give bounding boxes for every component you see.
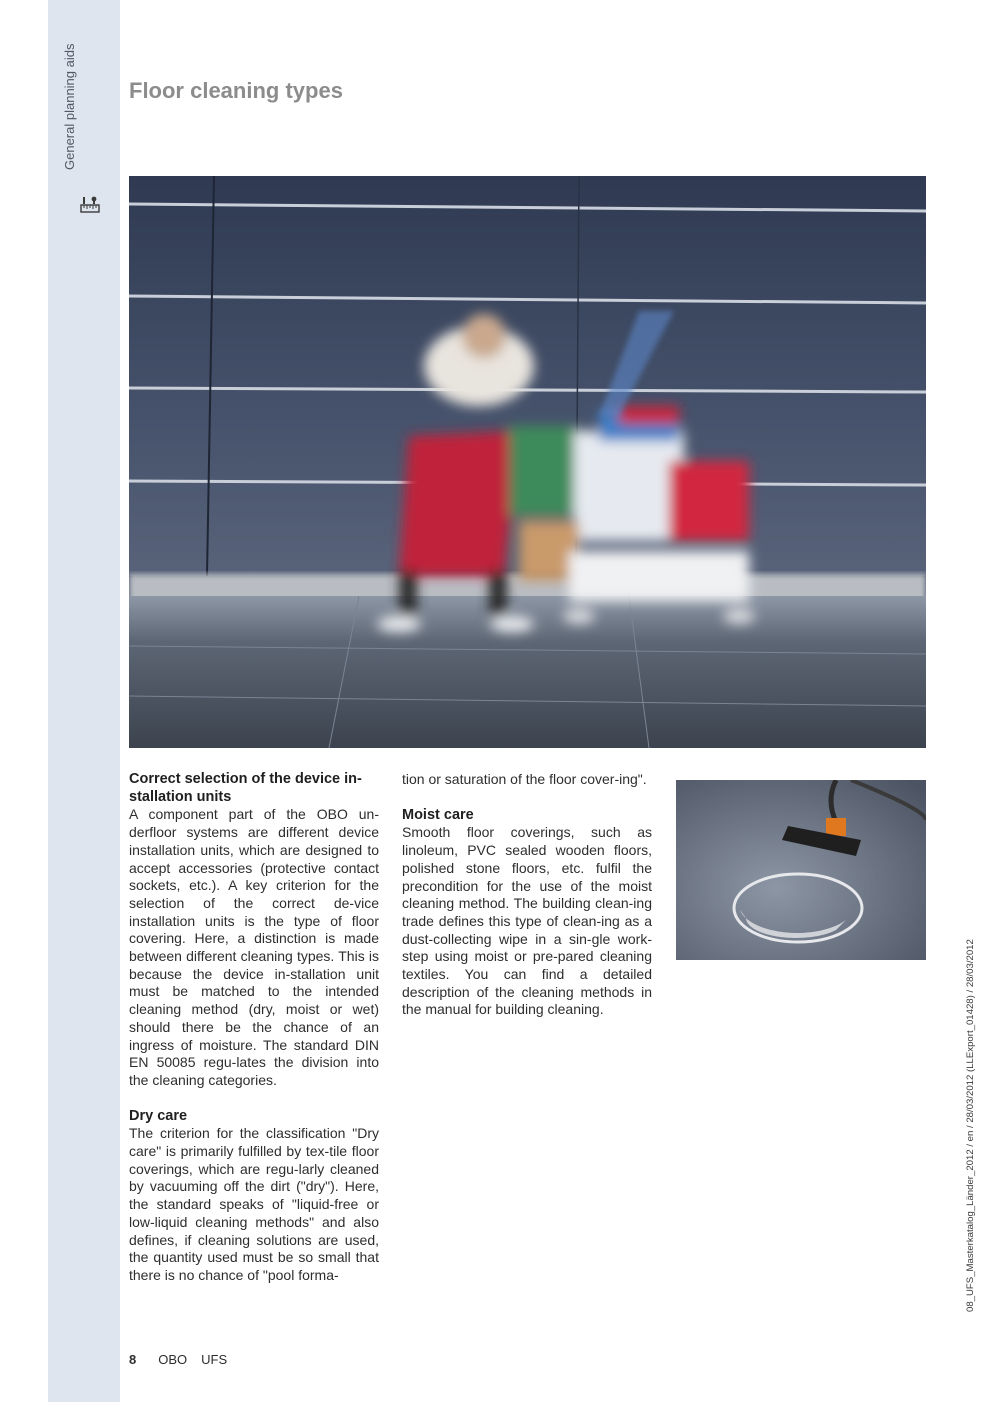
page-title: Floor cleaning types — [129, 78, 343, 103]
cleaning-trolley-photo — [129, 176, 926, 748]
paragraph-dry-care: The criterion for the classification "Dry care" is primarily fulfilled by tex-tile floor coverings, which are regu-larly cleaned by vacuuming off the dirt ("dry"). Here, the standard speaks of "liquid-free or low-liquid cleaning methods" and also defines, if cleaning solutions are used, the quantity used must be so small that there is no chance of "pool forma- — [129, 1125, 379, 1283]
vacuum-over-floor-box-photo — [676, 780, 926, 960]
text-column-left — [129, 771, 379, 1285]
document-metadata: 08_UFS_Masterkatalog_Länder_2012 / en / 28/03/2012 (LLExport_01428) / 28/03/2012 — [965, 939, 976, 1312]
heading-moist-care: Moist care — [402, 806, 474, 823]
sidebar-section-label: General planning aids — [62, 43, 77, 170]
page-number: 8 — [129, 1352, 137, 1367]
text-column-middle — [402, 771, 652, 1019]
heading-device-selection: Correct selection of the device in-stallation units — [129, 771, 362, 805]
heading-dry-care: Dry care — [129, 1107, 188, 1124]
paragraph-moist-care: Smooth floor coverings, such as linoleum, PVC sealed wooden floors, polished stone floors, etc. fulfil the precondition for the use of the moist cleaning method. The building clean-ing trade defines this type of clean-ing as a dust-collecting wipe in a sin-gle work-step using moist or pre-pared cleaning textiles. You can find a detailed description of the cleaning methods in the manual for building cleaning. — [402, 824, 652, 1018]
paragraph-device-selection: A component part of the OBO un-derfloor systems are different device installation units, which are designed to accept accessories (protective contact sockets, etc.). A key criterion for the selection of the correct de-vice installation units is the type of floor covering. Here, a distinction is made between different cleaning types. This is because the device in-stallation unit must be matched to the intended cleaning method (dry, moist or wet) should there be the chance of an ingress of moisture. The standard DIN EN 50085 regu-lates the division into the cleaning categories. — [129, 806, 379, 1088]
paragraph-continuation: tion or saturation of the floor cover-ing". — [402, 771, 647, 787]
footer-product: UFS — [201, 1352, 228, 1367]
footer-brand: OBO — [158, 1352, 188, 1367]
page-footer — [129, 1352, 227, 1367]
tools-ruler-icon — [80, 195, 100, 215]
